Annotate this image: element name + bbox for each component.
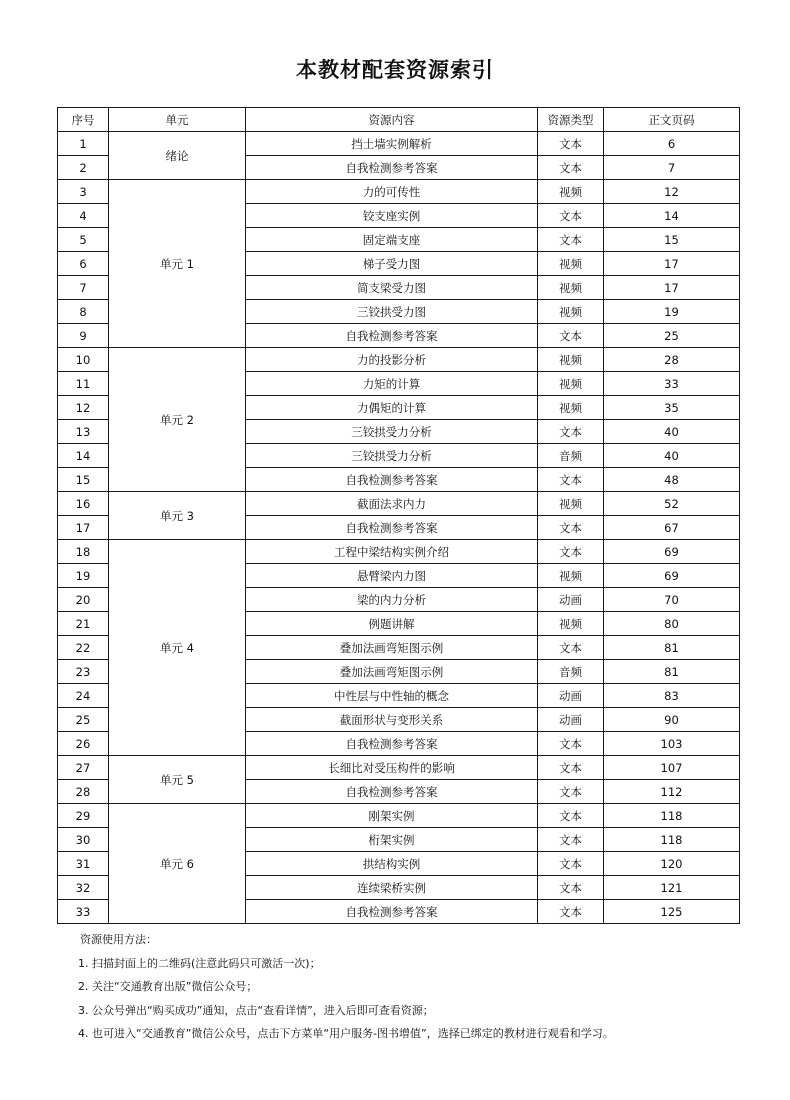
seq-cell: 15 xyxy=(58,468,109,492)
content-cell: 自我检测参考答案 xyxy=(246,900,538,924)
type-cell: 文本 xyxy=(538,228,604,252)
content-cell: 叠加法画弯矩图示例 xyxy=(246,660,538,684)
table-row xyxy=(58,348,740,372)
seq-cell: 3 xyxy=(58,180,109,204)
page-cell: 80 xyxy=(604,612,740,636)
content-cell: 力矩的计算 xyxy=(246,372,538,396)
content-cell: 自我检测参考答案 xyxy=(246,780,538,804)
page-cell: 7 xyxy=(604,156,740,180)
content-cell: 三铰拱受力分析 xyxy=(246,444,538,468)
page-cell: 118 xyxy=(604,828,740,852)
note-item: 4. 也可进入“交通教育”微信公众号，点击下方菜单“用户服务-图书增值”，选择已绑定的教材进行观看和学习。 xyxy=(78,1027,614,1040)
seq-cell: 16 xyxy=(58,492,109,516)
seq-cell: 23 xyxy=(58,660,109,684)
page-cell: 103 xyxy=(604,732,740,756)
page-cell: 112 xyxy=(604,780,740,804)
type-cell: 视频 xyxy=(538,492,604,516)
seq-cell: 14 xyxy=(58,444,109,468)
unit-cell: 单元 3 xyxy=(109,492,246,540)
page-cell: 67 xyxy=(604,516,740,540)
type-cell: 文本 xyxy=(538,900,604,924)
unit-cell: 单元 2 xyxy=(109,348,246,492)
content-cell: 桁架实例 xyxy=(246,828,538,852)
seq-cell: 25 xyxy=(58,708,109,732)
page-cell: 12 xyxy=(604,180,740,204)
page-cell: 33 xyxy=(604,372,740,396)
type-cell: 视频 xyxy=(538,612,604,636)
type-cell: 文本 xyxy=(538,516,604,540)
content-cell: 自我检测参考答案 xyxy=(246,516,538,540)
content-cell: 刚架实例 xyxy=(246,804,538,828)
type-cell: 文本 xyxy=(538,780,604,804)
header-type: 资源类型 xyxy=(538,108,604,132)
seq-cell: 29 xyxy=(58,804,109,828)
content-cell: 长细比对受压构件的影响 xyxy=(246,756,538,780)
table-row xyxy=(58,180,740,204)
type-cell: 文本 xyxy=(538,468,604,492)
table-row xyxy=(58,540,740,564)
page-cell: 28 xyxy=(604,348,740,372)
type-cell: 文本 xyxy=(538,132,604,156)
page-cell: 81 xyxy=(604,660,740,684)
page-cell: 69 xyxy=(604,540,740,564)
usage-notes xyxy=(78,933,614,1051)
type-cell: 视频 xyxy=(538,252,604,276)
page-cell: 6 xyxy=(604,132,740,156)
content-cell: 拱结构实例 xyxy=(246,852,538,876)
seq-cell: 21 xyxy=(58,612,109,636)
page-cell: 25 xyxy=(604,324,740,348)
seq-cell: 11 xyxy=(58,372,109,396)
type-cell: 视频 xyxy=(538,348,604,372)
seq-cell: 28 xyxy=(58,780,109,804)
page-cell: 70 xyxy=(604,588,740,612)
seq-cell: 31 xyxy=(58,852,109,876)
seq-cell: 12 xyxy=(58,396,109,420)
type-cell: 文本 xyxy=(538,732,604,756)
seq-cell: 26 xyxy=(58,732,109,756)
page-cell: 48 xyxy=(604,468,740,492)
header-content: 资源内容 xyxy=(246,108,538,132)
page-cell: 125 xyxy=(604,900,740,924)
seq-cell: 1 xyxy=(58,132,109,156)
content-cell: 叠加法画弯矩图示例 xyxy=(246,636,538,660)
content-cell: 挡土墙实例解析 xyxy=(246,132,538,156)
seq-cell: 20 xyxy=(58,588,109,612)
type-cell: 动画 xyxy=(538,684,604,708)
page-cell: 83 xyxy=(604,684,740,708)
page-cell: 52 xyxy=(604,492,740,516)
seq-cell: 8 xyxy=(58,300,109,324)
header-unit: 单元 xyxy=(109,108,246,132)
content-cell: 简支梁受力图 xyxy=(246,276,538,300)
resource-index-table xyxy=(57,107,740,924)
type-cell: 视频 xyxy=(538,276,604,300)
page-cell: 19 xyxy=(604,300,740,324)
page-cell: 107 xyxy=(604,756,740,780)
page-cell: 90 xyxy=(604,708,740,732)
page-cell: 40 xyxy=(604,444,740,468)
table-row xyxy=(58,804,740,828)
type-cell: 文本 xyxy=(538,804,604,828)
type-cell: 文本 xyxy=(538,420,604,444)
type-cell: 文本 xyxy=(538,540,604,564)
header-seq: 序号 xyxy=(58,108,109,132)
unit-cell: 单元 6 xyxy=(109,804,246,924)
page-cell: 69 xyxy=(604,564,740,588)
content-cell: 三铰拱受力分析 xyxy=(246,420,538,444)
unit-cell: 绪论 xyxy=(109,132,246,180)
page-cell: 35 xyxy=(604,396,740,420)
seq-cell: 5 xyxy=(58,228,109,252)
content-cell: 自我检测参考答案 xyxy=(246,468,538,492)
content-cell: 铰支座实例 xyxy=(246,204,538,228)
content-cell: 截面形状与变形关系 xyxy=(246,708,538,732)
seq-cell: 22 xyxy=(58,636,109,660)
page-title: 本教材配套资源索引 xyxy=(296,57,494,82)
seq-cell: 32 xyxy=(58,876,109,900)
seq-cell: 33 xyxy=(58,900,109,924)
seq-cell: 19 xyxy=(58,564,109,588)
content-cell: 自我检测参考答案 xyxy=(246,324,538,348)
table-row xyxy=(58,756,740,780)
content-cell: 例题讲解 xyxy=(246,612,538,636)
unit-cell: 单元 4 xyxy=(109,540,246,756)
content-cell: 自我检测参考答案 xyxy=(246,156,538,180)
note-item: 1. 扫描封面上的二维码(注意此码只可激活一次)； xyxy=(78,956,321,970)
seq-cell: 6 xyxy=(58,252,109,276)
note-item: 2. 关注“交通教育出版”微信公众号； xyxy=(78,980,258,993)
type-cell: 视频 xyxy=(538,372,604,396)
content-cell: 力的投影分析 xyxy=(246,348,538,372)
type-cell: 文本 xyxy=(538,852,604,876)
content-cell: 力的可传性 xyxy=(246,180,538,204)
type-cell: 视频 xyxy=(538,300,604,324)
type-cell: 音频 xyxy=(538,660,604,684)
content-cell: 梯子受力图 xyxy=(246,252,538,276)
content-cell: 梁的内力分析 xyxy=(246,588,538,612)
seq-cell: 9 xyxy=(58,324,109,348)
content-cell: 截面法求内力 xyxy=(246,492,538,516)
type-cell: 视频 xyxy=(538,180,604,204)
content-cell: 工程中梁结构实例介绍 xyxy=(246,540,538,564)
note-item: 3. 公众号弹出“购买成功”通知，点击“查看详情”，进入后即可查看资源； xyxy=(78,1003,434,1017)
type-cell: 视频 xyxy=(538,564,604,588)
page-cell: 17 xyxy=(604,276,740,300)
table-body xyxy=(58,132,740,924)
seq-cell: 2 xyxy=(58,156,109,180)
seq-cell: 24 xyxy=(58,684,109,708)
seq-cell: 30 xyxy=(58,828,109,852)
type-cell: 音频 xyxy=(538,444,604,468)
seq-cell: 13 xyxy=(58,420,109,444)
table-header-row xyxy=(58,108,740,132)
type-cell: 动画 xyxy=(538,708,604,732)
content-cell: 三铰拱受力图 xyxy=(246,300,538,324)
seq-cell: 18 xyxy=(58,540,109,564)
page-cell: 118 xyxy=(604,804,740,828)
type-cell: 文本 xyxy=(538,324,604,348)
unit-cell: 单元 1 xyxy=(109,180,246,348)
page-cell: 17 xyxy=(604,252,740,276)
type-cell: 动画 xyxy=(538,588,604,612)
seq-cell: 17 xyxy=(58,516,109,540)
unit-cell: 单元 5 xyxy=(109,756,246,804)
content-cell: 中性层与中性轴的概念 xyxy=(246,684,538,708)
seq-cell: 4 xyxy=(58,204,109,228)
notes-title: 资源使用方法： xyxy=(80,933,157,946)
page-cell: 15 xyxy=(604,228,740,252)
page-cell: 81 xyxy=(604,636,740,660)
content-cell: 连续梁桥实例 xyxy=(246,876,538,900)
page-cell: 40 xyxy=(604,420,740,444)
seq-cell: 7 xyxy=(58,276,109,300)
seq-cell: 10 xyxy=(58,348,109,372)
type-cell: 视频 xyxy=(538,396,604,420)
type-cell: 文本 xyxy=(538,876,604,900)
seq-cell: 27 xyxy=(58,756,109,780)
type-cell: 文本 xyxy=(538,204,604,228)
page-cell: 14 xyxy=(604,204,740,228)
page-cell: 121 xyxy=(604,876,740,900)
type-cell: 文本 xyxy=(538,636,604,660)
content-cell: 固定端支座 xyxy=(246,228,538,252)
type-cell: 文本 xyxy=(538,828,604,852)
table-row xyxy=(58,132,740,156)
type-cell: 文本 xyxy=(538,156,604,180)
content-cell: 力偶矩的计算 xyxy=(246,396,538,420)
page-cell: 120 xyxy=(604,852,740,876)
table-row xyxy=(58,492,740,516)
header-page: 正文页码 xyxy=(604,108,740,132)
content-cell: 自我检测参考答案 xyxy=(246,732,538,756)
type-cell: 文本 xyxy=(538,756,604,780)
content-cell: 悬臂梁内力图 xyxy=(246,564,538,588)
